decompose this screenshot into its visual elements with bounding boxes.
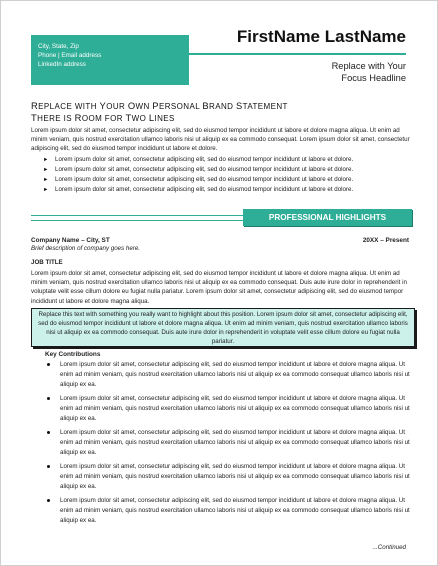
arrow-bullet-icon: ►	[43, 176, 49, 183]
brand-bullet-text: Lorem ipsum dolor sit amet, consectetur adipiscing elit, sed do eiusmod tempor incididunt ut labore et dolore.	[55, 175, 354, 183]
candidate-name: FirstName LastName	[236, 27, 406, 46]
arrow-bullet-icon: ►	[43, 156, 49, 163]
focus-headline	[332, 60, 406, 84]
company-description: Brief description of company goes here.	[31, 245, 141, 252]
job-entry	[31, 237, 409, 306]
contribution-text: Lorem ipsum dolor sit amet, consectetur adipiscing elit, sed do eiusmod tempor incididunt ut labore et dolore magna aliqua. Ut enim ad minim veniam, quis nostrud exercitation ullamco laboris nisi ut aliquip ex ea commodo consequat ullamco laboris nisi ut aliquip ex ea.	[60, 497, 410, 524]
arrow-bullet-icon: ►	[43, 166, 49, 173]
contribution-text: Lorem ipsum dolor sit amet, consectetur adipiscing elit, sed do eiusmod tempor incididunt ut labore et dolore magna aliqua. Ut enim ad minim veniam, quis nostrud exercitation ullamco laboris nisi ut aliquip ex ea commodo consequat ullamco laboris nisi ut aliquip ex ea.	[60, 395, 410, 422]
header-rule	[189, 53, 406, 55]
continued-note: ...Continued	[372, 544, 406, 551]
bullet-dot-icon	[47, 363, 50, 366]
bullet-dot-icon	[47, 465, 50, 468]
bullet-dot-icon	[47, 499, 50, 502]
brand-bullet	[31, 155, 411, 165]
brand-bullet	[31, 165, 411, 175]
bullet-dot-icon	[47, 431, 50, 434]
contribution-text: Lorem ipsum dolor sit amet, consectetur adipiscing elit, sed do eiusmod tempor incididunt ut labore et dolore magna aliqua. Ut enim ad minim veniam, quis nostrud exercitation ullamco laboris nisi ut aliquip ex ea commodo consequat ullamco laboris nisi ut aliquip ex ea.	[60, 429, 410, 456]
contact-address: City, State, Zip	[38, 43, 79, 50]
highlight-box: Replace this text with something you really want to highlight about this position. Lorem ipsum dolor sit amet, consectetur adipiscing elit, sed do eiusmod tempor incididunt ut labore et dolore magna aliqua. Ut enim ad minim veniam, quis nostrud exercitation ullamco laboris nisi ut aliquip ex ea commodo consequat. Duis aute irure dolor in reprehenderit in voluptate velit esse cillum dolore eu fugiat nulla pariatur.	[31, 308, 415, 347]
job-title: JOB TITLE	[31, 259, 63, 266]
contribution-text: Lorem ipsum dolor sit amet, consectetur adipiscing elit, sed do eiusmod tempor incididunt ut labore et dolore magna aliqua. Ut enim ad minim veniam, quis nostrud exercitation ullamco laboris nisi ut aliquip ex ea commodo consequat ullamco laboris nisi ut aliquip ex ea.	[60, 463, 410, 490]
contribution-item	[45, 394, 415, 424]
contribution-item	[45, 360, 415, 390]
key-contributions	[45, 350, 415, 530]
section-header	[31, 206, 413, 228]
brand-bullet	[31, 185, 411, 195]
brand-statement-line-2: THERE IS ROOM FOR TWO LINES	[31, 112, 175, 123]
job-paragraph: Lorem ipsum dolor sit amet, consectetur adipiscing elit, sed do eiusmod tempor incididunt ut labore et dolore magna aliqua. Ut enim ad minim veniam, quis nostrud exercitation ullamco laboris nisi ut aliquip ex ea commodo consequat. Duis aute irure dolor in reprehenderit in voluptate velit esse cillum dolore eu fugiat nulla pariatur. Lorem ipsum dolor sit amet, consectetur adipiscing elit, sed do eiusmod tempor incididunt ut labore et dolore magna aliqua.	[31, 270, 407, 305]
bullet-dot-icon	[47, 397, 50, 400]
brand-bullet-text: Lorem ipsum dolor sit amet, consectetur adipiscing elit, sed do eiusmod tempor incididunt ut labore et dolore.	[55, 165, 354, 173]
company-name: Company Name – City, ST	[31, 237, 110, 244]
brand-statement-heading	[31, 100, 411, 124]
brand-bullet-text: Lorem ipsum dolor sit amet, consectetur adipiscing elit, sed do eiusmod tempor incididunt ut labore et dolore.	[55, 185, 354, 193]
brand-statement-line-1: REPLACE WITH YOUR OWN PERSONAL BRAND STATEMENT	[31, 100, 288, 111]
contact-phone-email: Phone | Email address	[38, 52, 102, 59]
brand-statement-section	[31, 100, 411, 195]
contact-linkedin: LinkedIn address	[38, 61, 86, 68]
contributions-list	[45, 360, 415, 526]
brand-bullet-text: Lorem ipsum dolor sit amet, consectetur adipiscing elit, sed do eiusmod tempor incididunt ut labore et dolore.	[55, 155, 354, 163]
headline-line-2: Focus Headline	[341, 73, 406, 83]
job-dates: 20XX – Present	[362, 237, 409, 244]
contribution-item	[45, 428, 415, 458]
key-contributions-heading: Key Contributions	[45, 351, 101, 358]
section-title: PROFESSIONAL HIGHLIGHTS	[243, 209, 412, 226]
arrow-bullet-icon: ►	[43, 186, 49, 193]
brand-bullet	[31, 175, 411, 185]
contribution-item	[45, 496, 415, 526]
headline-line-1: Replace with Your	[331, 61, 406, 71]
contribution-text: Lorem ipsum dolor sit amet, consectetur adipiscing elit, sed do eiusmod tempor incididunt ut labore et dolore magna aliqua. Ut enim ad minim veniam, quis nostrud exercitation ullamco laboris nisi ut aliquip ex ea commodo consequat ullamco laboris nisi ut aliquip ex ea.	[60, 361, 410, 388]
contribution-item	[45, 462, 415, 492]
brand-paragraph: Lorem ipsum dolor sit amet, consectetur adipiscing elit, sed do eiusmod tempor incididunt ut labore et dolore magna aliqua. Ut enim ad minim veniam, quis nostrud exercitation ullamco laboris nisi ut aliquip ex ea commodo consequat. Lorem ipsum dolor sit amet, consectetur adipiscing elit, sed do eiusmod tempor incididunt ut labore et dolore.	[31, 127, 410, 153]
contact-box	[31, 35, 189, 85]
brand-bullet-list	[31, 155, 411, 195]
